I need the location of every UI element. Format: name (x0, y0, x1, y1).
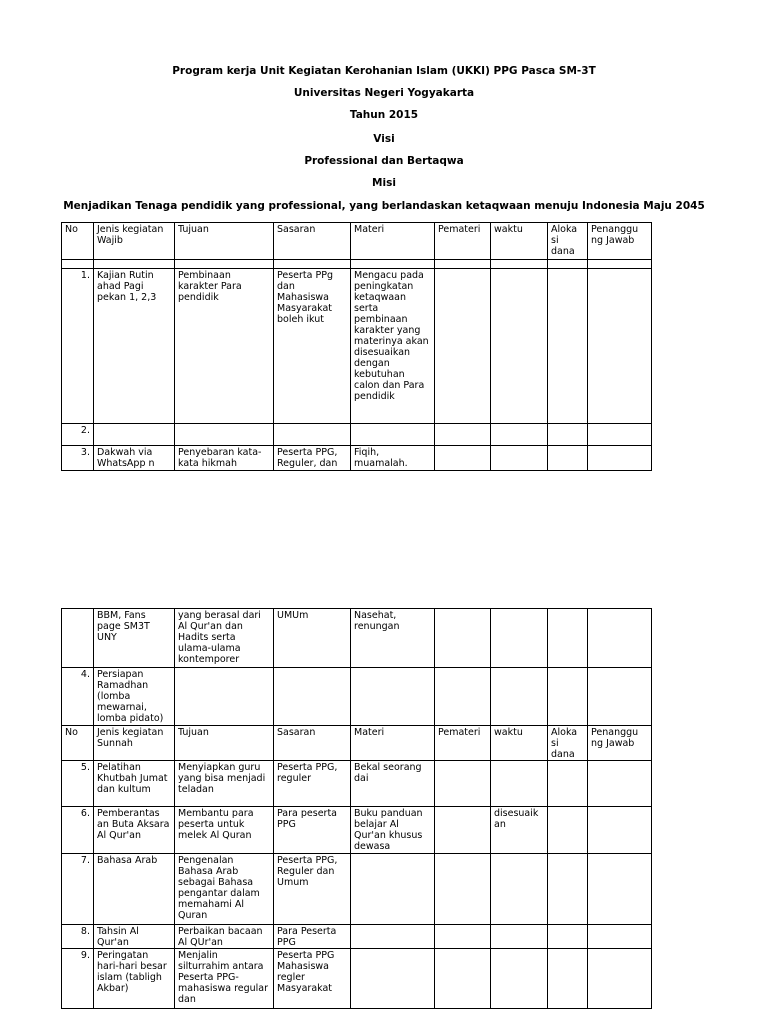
header-cell: Pemateri (435, 726, 491, 761)
header-cell: Tujuan (175, 223, 274, 260)
table-cell (548, 949, 588, 1009)
table-cell: Kajian Rutin ahad Pagi pekan 1, 2,3 (94, 269, 175, 424)
table-cell (548, 807, 588, 854)
table-cell: Penyebaran kata-kata hikmah (175, 446, 274, 471)
table-cell: Mengacu pada peningkatan ketaqwaan serta pembinaan karakter yang materinya akan disesuaikan dengan kebutuhan calon dan Para pendidik (351, 269, 435, 424)
table-cell (274, 424, 351, 446)
table-cell (548, 668, 588, 726)
table-cell: Para Peserta PPG (274, 925, 351, 949)
row-number: 5. (62, 761, 94, 807)
table-cell: Pembinaan karakter Para pendidik (175, 269, 274, 424)
table-cell: Bahasa Arab (94, 854, 175, 925)
table-row (62, 269, 652, 424)
table-cell: Nasehat, renungan (351, 609, 435, 668)
table-cell (491, 269, 548, 424)
table-cell: Peserta PPG, Reguler dan Umum (274, 854, 351, 925)
table-cell (351, 949, 435, 1009)
university-name: Universitas Negeri Yogyakarta (293, 87, 475, 99)
header-cell: Pemateri (435, 223, 491, 260)
header-cell: Jenis kegiatan Sunnah (94, 726, 175, 761)
table-cell (491, 925, 548, 949)
header-cell: Penanggu ng Jawab (588, 726, 652, 761)
table-cell: Para peserta PPG (274, 807, 351, 854)
header-cell: Materi (351, 223, 435, 260)
row-number: 2. (62, 424, 94, 446)
table-cell: Peserta PPG Mahasiswa regler Masyarakat (274, 949, 351, 1009)
row-number: 7. (62, 854, 94, 925)
table-cell (351, 925, 435, 949)
table-cell (435, 949, 491, 1009)
table-cell (435, 668, 491, 726)
table-cell: UMUm (274, 609, 351, 668)
table-cell (491, 761, 548, 807)
row-number: 8. (62, 925, 94, 949)
table-cell (274, 668, 351, 726)
table-cell (435, 446, 491, 471)
table-cell: Dakwah via WhatsApp n (94, 446, 175, 471)
table-cell (491, 668, 548, 726)
table-cell (588, 761, 652, 807)
table-cell (548, 609, 588, 668)
table-row (62, 424, 652, 446)
table-cell (435, 609, 491, 668)
row-number: 1. (62, 269, 94, 424)
header-cell: waktu (491, 726, 548, 761)
table-cell (435, 925, 491, 949)
header-cell: Aloka si dana (548, 223, 588, 260)
table-cell (548, 925, 588, 949)
table-cell (435, 424, 491, 446)
table-cell: BBM, Fans page SM3T UNY (94, 609, 175, 668)
doc-title: Program kerja Unit Kegiatan Kerohanian Islam (UKKI) PPG Pasca SM-3T (172, 65, 596, 77)
table-cell: Peringatan hari-hari besar islam (tabligh Akbar) (94, 949, 175, 1009)
table-cell: Menyiapkan guru yang bisa menjadi teladan (175, 761, 274, 807)
table-cell (491, 854, 548, 925)
table-cell (588, 949, 652, 1009)
program-table-page2 (61, 608, 652, 1009)
header-cell: No (62, 726, 94, 761)
visi-text: Professional dan Bertaqwa (304, 155, 464, 167)
table-cell (548, 446, 588, 471)
header-cell: Aloka si dana (548, 726, 588, 761)
table-cell: Persiapan Ramadhan (lomba mewarnai, lomba pidato) (94, 668, 175, 726)
table-cell (435, 807, 491, 854)
table-cell: Bekal seorang dai (351, 761, 435, 807)
table-cell (588, 668, 652, 726)
table-cell (351, 424, 435, 446)
table-cell (491, 609, 548, 668)
table-row (62, 761, 652, 807)
table-cell (175, 668, 274, 726)
header-cell: Penanggu ng Jawab (588, 223, 652, 260)
table-cell: Perbaikan bacaan Al QUr'an (175, 925, 274, 949)
table-cell: Menjalin silturrahim antara Peserta PPG- mahasiswa regular dan (175, 949, 274, 1009)
table-cell (588, 446, 652, 471)
row-number: 4. (62, 668, 94, 726)
table-cell: Fiqih, muamalah. (351, 446, 435, 471)
table-cell: Tahsin Al Qur'an (94, 925, 175, 949)
program-table-page1 (61, 222, 652, 471)
table-cell: disesuaik an (491, 807, 548, 854)
table-header-row (62, 223, 652, 260)
table-cell: Pelatihan Khutbah Jumat dan kultum (94, 761, 175, 807)
spacer-row (62, 260, 652, 269)
table-cell: Pengenalan Bahasa Arab sebagai Bahasa pengantar dalam memahami Al Quran (175, 854, 274, 925)
row-number: 6. (62, 807, 94, 854)
table-row (62, 949, 652, 1009)
table-cell: Buku panduan belajar Al Qur'an khusus dewasa (351, 807, 435, 854)
table-cell (588, 854, 652, 925)
header-cell: Sasaran (274, 223, 351, 260)
table-row (62, 925, 652, 949)
header-cell: Materi (351, 726, 435, 761)
table-cell (548, 854, 588, 925)
table-row (62, 807, 652, 854)
table-cell (351, 854, 435, 925)
header-cell: waktu (491, 223, 548, 260)
table-header-row (62, 726, 652, 761)
table-cell (491, 949, 548, 1009)
table-cell (435, 854, 491, 925)
table-cell: yang berasal dari Al Qur'an dan Hadits serta ulama-ulama kontemporer (175, 609, 274, 668)
table-cell (548, 269, 588, 424)
misi-label: Misi (372, 177, 396, 189)
table-cell: Peserta PPg dan Mahasiswa Masyarakat boleh ikut (274, 269, 351, 424)
visi-label: Visi (373, 133, 395, 145)
table-cell (491, 424, 548, 446)
table-cell (548, 424, 588, 446)
table-cell: Peserta PPG, reguler (274, 761, 351, 807)
table-cell (94, 424, 175, 446)
table-row (62, 609, 652, 668)
row-number: 9. (62, 949, 94, 1009)
table-cell: Peserta PPG, Reguler, dan (274, 446, 351, 471)
table-cell (588, 609, 652, 668)
table-cell (588, 269, 652, 424)
header-cell: Tujuan (175, 726, 274, 761)
table-cell: Pemberantas an Buta Aksara Al Qur'an (94, 807, 175, 854)
table-cell (491, 446, 548, 471)
table-cell (435, 269, 491, 424)
table-row (62, 668, 652, 726)
table-cell (588, 925, 652, 949)
header-cell: Jenis kegiatan Wajib (94, 223, 175, 260)
year: Tahun 2015 (349, 109, 419, 121)
row-number: 3. (62, 446, 94, 471)
header-cell: No (62, 223, 94, 260)
table-cell (588, 807, 652, 854)
table-cell (588, 424, 652, 446)
table-cell (548, 761, 588, 807)
table-row (62, 446, 652, 471)
table-cell (351, 668, 435, 726)
header-cell: Sasaran (274, 726, 351, 761)
table-row (62, 854, 652, 925)
table-cell (175, 424, 274, 446)
table-cell (435, 761, 491, 807)
row-number (62, 609, 94, 668)
misi-text: Menjadikan Tenaga pendidik yang professional, yang berlandaskan ketaqwaan menuju Indonesia Maju 2045 (63, 200, 705, 212)
table-cell: Membantu para peserta untuk melek Al Quran (175, 807, 274, 854)
